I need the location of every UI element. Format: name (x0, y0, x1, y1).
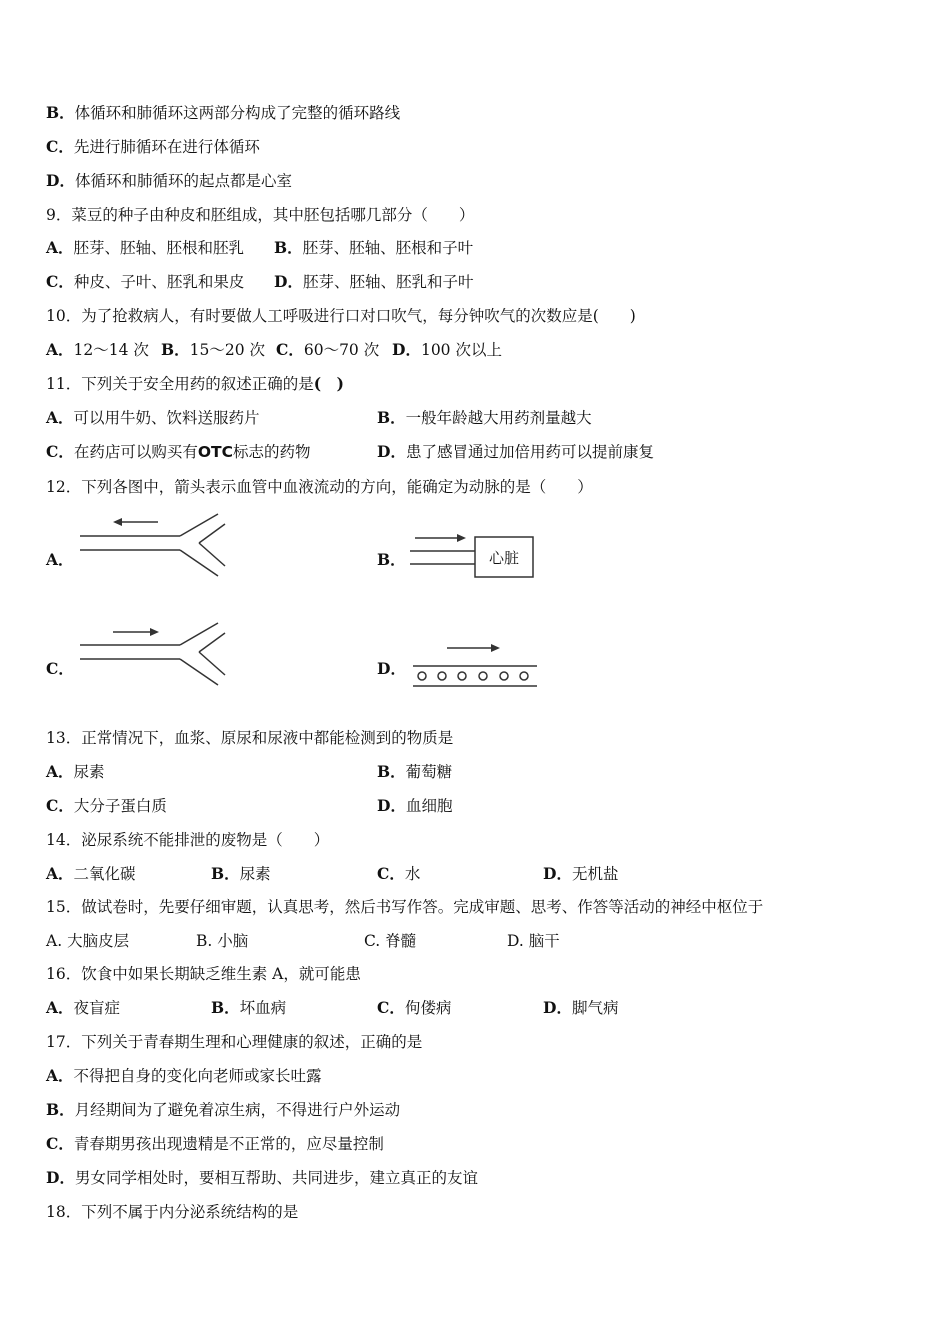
q10-option-c: C．60～70 次 (276, 340, 380, 359)
q11-option-a: A．可以用牛奶、饮料送服药片 (46, 408, 260, 427)
blood-cell (479, 672, 487, 680)
q10-option-a: A．12～14 次 (46, 340, 149, 359)
q9-option-d: D．胚芽、胚轴、胚乳和子叶 (274, 272, 474, 291)
q10-option-d: D．100 次以上 (392, 340, 502, 359)
blood-cell (520, 672, 528, 680)
q10-stem: 10．为了抢救病人，有时要做人工呼吸进行口对口吹气，每分钟吹气的次数应是( ) (46, 307, 636, 325)
branch-lower-inner (199, 543, 225, 566)
q17-stem: 17．下列关于青春期生理和心理健康的叙述，正确的是 (46, 1033, 423, 1051)
q12-figure-d-label: D． (377, 659, 406, 678)
q12-stem: 12．下列各图中，箭头表示血管中血液流动的方向，能确定为动脉的是（ ） (46, 478, 593, 496)
q16-option-b: B．坏血病 (211, 998, 287, 1017)
q8-option-d: D．体循环和肺循环的起点都是心室 (46, 171, 292, 190)
q12-figure-c (75, 617, 235, 692)
q11-option-c: C．在药店可以购买有OTC标志的药物 (46, 442, 311, 461)
q12-figure-b-label: B． (377, 550, 406, 569)
q13-option-d: D．血细胞 (377, 796, 453, 815)
branch-lower-inner (199, 652, 225, 675)
blood-cell (418, 672, 426, 680)
q18-stem: 18．下列不属于内分泌系统结构的是 (46, 1203, 299, 1221)
q15-option-a: A. 大脑皮层 (46, 932, 130, 950)
q14-stem: 14．泌尿系统不能排泄的废物是（ ） (46, 831, 330, 849)
q13-option-b: B．葡萄糖 (377, 762, 453, 781)
flow-arrow-head-right (457, 534, 466, 542)
q16-option-d: D．脚气病 (543, 998, 619, 1017)
blood-cell (500, 672, 508, 680)
q14-option-d: D．无机盐 (543, 864, 619, 883)
q17-option-a: A．不得把自身的变化向老师或家长吐露 (46, 1066, 322, 1085)
q17-option-b: B．月经期间为了避免着凉生病，不得进行户外运动 (46, 1100, 401, 1119)
q13-option-a: A．尿素 (46, 762, 105, 781)
q8-option-b: B．体循环和肺循环这两部分构成了完整的循环路线 (46, 103, 401, 122)
q15-option-c: C. 脊髓 (364, 932, 417, 950)
q12-figure-a (75, 508, 235, 583)
q14-option-b: B．尿素 (211, 864, 271, 883)
q15-option-b: B. 小脑 (196, 932, 249, 950)
flow-arrow-head-right (150, 628, 159, 636)
q12-figure-d (405, 636, 545, 691)
q14-option-a: A．二氧化碳 (46, 864, 136, 883)
q11-option-b: B．一般年龄越大用药剂量越大 (377, 408, 592, 427)
q11-option-d: D．患了感冒通过加倍用药可以提前康复 (377, 442, 654, 461)
q17-option-c: C．青春期男孩出现遗精是不正常的，应尽量控制 (46, 1134, 384, 1153)
q17-option-d: D．男女同学相处时，要相互帮助、共同进步，建立真正的友谊 (46, 1168, 478, 1187)
q9-option-c: C．种皮、子叶、胚乳和果皮 (46, 272, 245, 291)
q14-option-c: C．水 (377, 864, 421, 883)
q12-figure-c-label: C． (46, 659, 74, 678)
q10-option-b: B．15～20 次 (161, 340, 265, 359)
flow-arrow-head-right (491, 644, 500, 652)
q15-option-d: D. 脑干 (507, 932, 560, 950)
q11-stem: 11．下列关于安全用药的叙述正确的是( ) (46, 374, 344, 393)
q9-stem: 9．菜豆的种子由种皮和胚组成，其中胚包括哪几部分（ ） (46, 206, 475, 224)
q13-option-c: C．大分子蛋白质 (46, 796, 167, 815)
blood-cell (458, 672, 466, 680)
branch-upper-inner (199, 633, 225, 652)
q8-option-c: C．先进行肺循环在进行体循环 (46, 137, 260, 156)
q15-stem: 15．做试卷时，先要仔细审题，认真思考，然后书写作答。完成审题、思考、作答等活动的神经中枢位于 (46, 898, 764, 916)
q12-figure-a-label: A． (46, 550, 74, 569)
blood-cell (438, 672, 446, 680)
q16-option-a: A．夜盲症 (46, 998, 121, 1017)
q9-option-a: A．胚芽、胚轴、胚根和胚乳 (46, 238, 245, 257)
q13-stem: 13．正常情况下，血浆、原尿和尿液中都能检测到的物质是 (46, 729, 454, 747)
heart-box-label: 心脏 (488, 549, 519, 567)
q9-option-b: B．胚芽、胚轴、胚根和子叶 (274, 238, 474, 257)
branch-upper-inner (199, 524, 225, 543)
flow-arrow-head-left (113, 518, 122, 526)
q16-stem: 16．饮食中如果长期缺乏维生素 A，就可能患 (46, 965, 361, 983)
q16-option-c: C．佝偻病 (377, 998, 452, 1017)
